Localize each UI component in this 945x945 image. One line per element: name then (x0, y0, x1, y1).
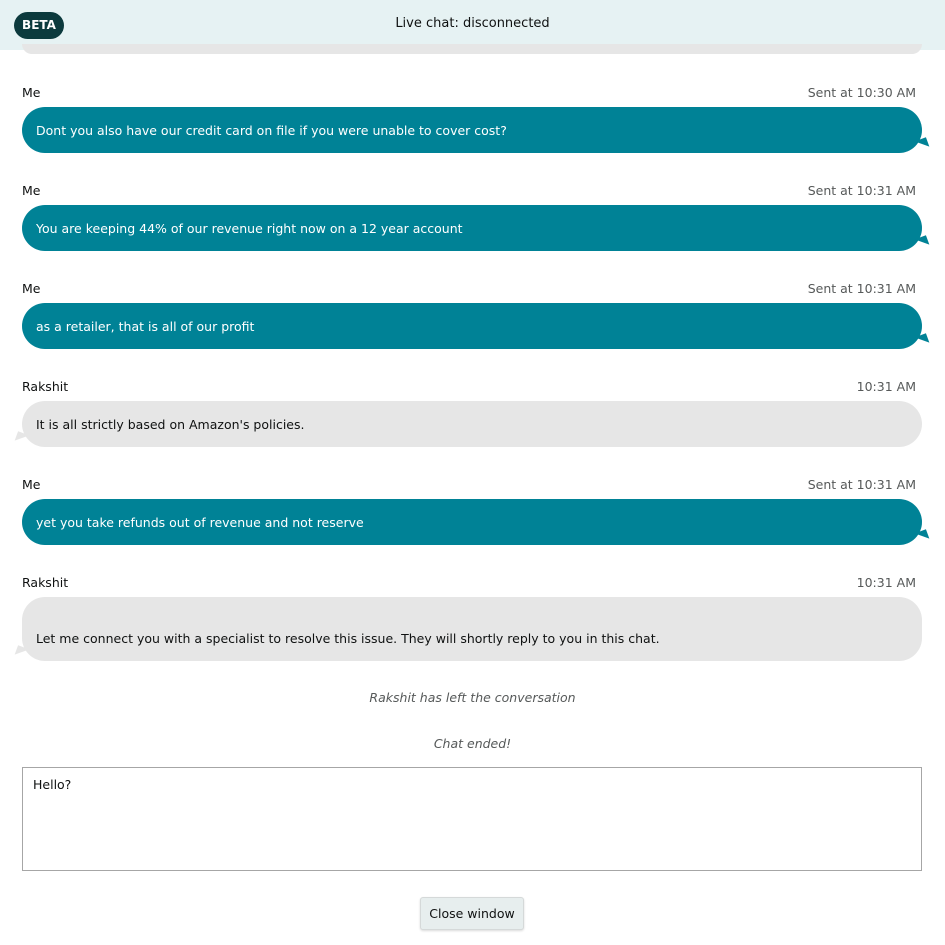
message-sender: Rakshit (22, 575, 69, 590)
message-timestamp: Sent at 10:31 AM (807, 477, 916, 492)
message-sender: Me (22, 477, 41, 492)
bubble-tail (915, 529, 930, 543)
message-text: Dont you also have our credit card on file if you were unable to cover cost? (36, 122, 507, 138)
bubble-tail (915, 333, 930, 347)
agent-left-notice: Rakshit has left the conversation (369, 690, 576, 705)
chat-status-title: Live chat: disconnected (395, 16, 550, 31)
beta-badge: BETA (14, 12, 64, 39)
bubble-tail (15, 431, 30, 445)
bubble-tail (915, 137, 930, 151)
message-timestamp: 10:31 AM (856, 575, 916, 590)
agent-message-bubble (22, 401, 922, 447)
message-sender: Me (22, 281, 41, 296)
message-sender: Me (22, 183, 41, 198)
my-message-bubble (22, 205, 922, 251)
chat-message (22, 379, 922, 447)
bubble-tail (915, 235, 930, 249)
chat-header (0, 0, 945, 50)
chat-message (22, 85, 922, 153)
message-text: as a retailer, that is all of our profit (36, 318, 255, 334)
my-message-bubble (22, 107, 922, 153)
message-input[interactable] (22, 767, 922, 871)
chat-message (22, 477, 922, 545)
agent-message-bubble (22, 597, 922, 661)
message-text: yet you take refunds out of revenue and not reserve (36, 514, 364, 530)
my-message-bubble (22, 499, 922, 545)
chat-message (22, 281, 922, 349)
message-text: You are keeping 44% of our revenue right now on a 12 year account (36, 220, 463, 236)
message-timestamp: Sent at 10:30 AM (807, 85, 916, 100)
close-window-button[interactable]: Close window (420, 897, 524, 930)
message-timestamp: Sent at 10:31 AM (807, 281, 916, 296)
previous-message-bubble-edge (22, 44, 922, 54)
chat-ended-notice: Chat ended! (433, 736, 512, 751)
message-text: It is all strictly based on Amazon's policies. (36, 416, 305, 432)
message-text: Let me connect you with a specialist to resolve this issue. They will shortly reply to you in this chat. (36, 631, 660, 646)
chat-message (22, 183, 922, 251)
message-sender: Rakshit (22, 379, 69, 394)
message-sender: Me (22, 85, 41, 100)
my-message-bubble (22, 303, 922, 349)
message-timestamp: Sent at 10:31 AM (807, 183, 916, 198)
bubble-tail (15, 645, 30, 659)
message-timestamp: 10:31 AM (856, 379, 916, 394)
chat-message (22, 575, 922, 661)
